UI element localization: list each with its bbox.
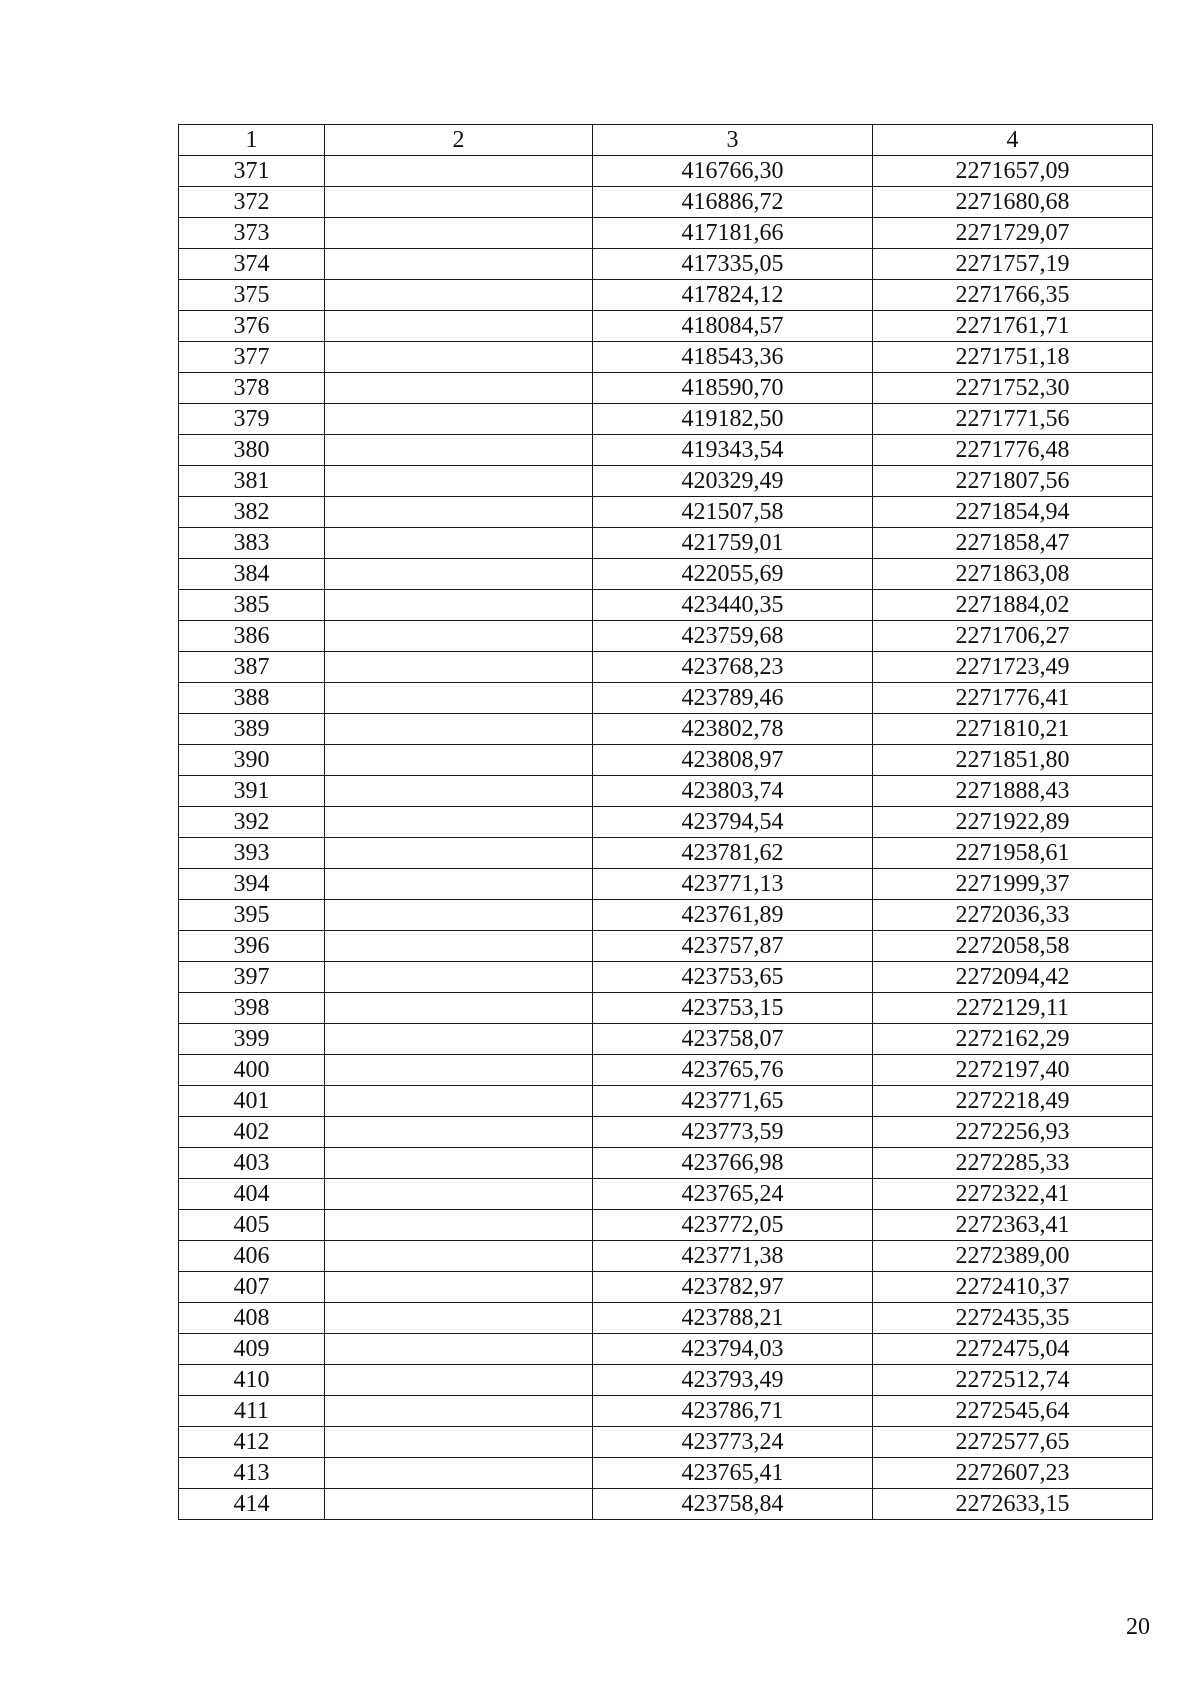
x-coordinate-cell: 423802,78 — [593, 714, 873, 745]
table-row — [179, 776, 1153, 807]
point-number-cell: 381 — [179, 466, 325, 497]
table-row — [179, 1396, 1153, 1427]
description-cell — [325, 466, 593, 497]
description-cell — [325, 1396, 593, 1427]
description-cell — [325, 404, 593, 435]
y-coordinate-cell: 2272410,37 — [873, 1272, 1153, 1303]
table-row — [179, 373, 1153, 404]
x-coordinate-cell: 418084,57 — [593, 311, 873, 342]
table-row — [179, 1241, 1153, 1272]
y-coordinate-cell: 2271854,94 — [873, 497, 1153, 528]
description-cell — [325, 218, 593, 249]
y-coordinate-cell: 2271776,41 — [873, 683, 1153, 714]
description-cell — [325, 1117, 593, 1148]
point-number-cell: 393 — [179, 838, 325, 869]
table-row — [179, 280, 1153, 311]
description-cell — [325, 435, 593, 466]
x-coordinate-cell: 423758,07 — [593, 1024, 873, 1055]
x-coordinate-cell: 423788,21 — [593, 1303, 873, 1334]
y-coordinate-cell: 2271723,49 — [873, 652, 1153, 683]
y-coordinate-cell: 2271776,48 — [873, 435, 1153, 466]
table-row — [179, 187, 1153, 218]
point-number-cell: 402 — [179, 1117, 325, 1148]
description-cell — [325, 1489, 593, 1520]
y-coordinate-cell: 2272218,49 — [873, 1086, 1153, 1117]
x-coordinate-cell: 422055,69 — [593, 559, 873, 590]
x-coordinate-cell: 423793,49 — [593, 1365, 873, 1396]
y-coordinate-cell: 2271757,19 — [873, 249, 1153, 280]
description-cell — [325, 156, 593, 187]
x-coordinate-cell: 423758,84 — [593, 1489, 873, 1520]
description-cell — [325, 838, 593, 869]
point-number-cell: 395 — [179, 900, 325, 931]
y-coordinate-cell: 2272633,15 — [873, 1489, 1153, 1520]
description-cell — [325, 621, 593, 652]
table-header — [179, 125, 1153, 156]
x-coordinate-cell: 423757,87 — [593, 931, 873, 962]
table-row — [179, 1334, 1153, 1365]
y-coordinate-cell: 2271888,43 — [873, 776, 1153, 807]
table-row — [179, 249, 1153, 280]
point-number-cell: 406 — [179, 1241, 325, 1272]
x-coordinate-cell: 423765,76 — [593, 1055, 873, 1086]
y-coordinate-cell: 2271761,71 — [873, 311, 1153, 342]
x-coordinate-cell: 417824,12 — [593, 280, 873, 311]
y-coordinate-cell: 2271810,21 — [873, 714, 1153, 745]
point-number-cell: 375 — [179, 280, 325, 311]
y-coordinate-cell: 2271922,89 — [873, 807, 1153, 838]
table-row — [179, 900, 1153, 931]
description-cell — [325, 187, 593, 218]
description-cell — [325, 249, 593, 280]
x-coordinate-cell: 417335,05 — [593, 249, 873, 280]
table-row — [179, 621, 1153, 652]
column-header-4: 4 — [873, 125, 1153, 156]
table-row — [179, 1458, 1153, 1489]
x-coordinate-cell: 423803,74 — [593, 776, 873, 807]
point-number-cell: 372 — [179, 187, 325, 218]
point-number-cell: 397 — [179, 962, 325, 993]
point-number-cell: 411 — [179, 1396, 325, 1427]
y-coordinate-cell: 2272162,29 — [873, 1024, 1153, 1055]
description-cell — [325, 1334, 593, 1365]
point-number-cell: 408 — [179, 1303, 325, 1334]
description-cell — [325, 869, 593, 900]
y-coordinate-cell: 2272435,35 — [873, 1303, 1153, 1334]
table-row — [179, 404, 1153, 435]
point-number-cell: 400 — [179, 1055, 325, 1086]
x-coordinate-cell: 423789,46 — [593, 683, 873, 714]
y-coordinate-cell: 2272389,00 — [873, 1241, 1153, 1272]
description-cell — [325, 745, 593, 776]
point-number-cell: 389 — [179, 714, 325, 745]
table-row — [179, 559, 1153, 590]
description-cell — [325, 1024, 593, 1055]
table-row — [179, 435, 1153, 466]
y-coordinate-cell: 2271751,18 — [873, 342, 1153, 373]
coordinates-table — [178, 124, 1153, 1520]
table-row — [179, 1303, 1153, 1334]
description-cell — [325, 373, 593, 404]
point-number-cell: 390 — [179, 745, 325, 776]
description-cell — [325, 1241, 593, 1272]
x-coordinate-cell: 423771,13 — [593, 869, 873, 900]
point-number-cell: 410 — [179, 1365, 325, 1396]
x-coordinate-cell: 418590,70 — [593, 373, 873, 404]
table-row — [179, 838, 1153, 869]
point-number-cell: 373 — [179, 218, 325, 249]
y-coordinate-cell: 2272607,23 — [873, 1458, 1153, 1489]
x-coordinate-cell: 421759,01 — [593, 528, 873, 559]
y-coordinate-cell: 2271884,02 — [873, 590, 1153, 621]
table-row — [179, 1365, 1153, 1396]
point-number-cell: 405 — [179, 1210, 325, 1241]
description-cell — [325, 1365, 593, 1396]
point-number-cell: 378 — [179, 373, 325, 404]
table-row — [179, 528, 1153, 559]
description-cell — [325, 528, 593, 559]
x-coordinate-cell: 423768,23 — [593, 652, 873, 683]
table-row — [179, 1489, 1153, 1520]
description-cell — [325, 311, 593, 342]
point-number-cell: 385 — [179, 590, 325, 621]
column-header-3: 3 — [593, 125, 873, 156]
y-coordinate-cell: 2272512,74 — [873, 1365, 1153, 1396]
x-coordinate-cell: 423761,89 — [593, 900, 873, 931]
x-coordinate-cell: 423772,05 — [593, 1210, 873, 1241]
table-row — [179, 1272, 1153, 1303]
point-number-cell: 401 — [179, 1086, 325, 1117]
description-cell — [325, 1148, 593, 1179]
x-coordinate-cell: 420329,49 — [593, 466, 873, 497]
y-coordinate-cell: 2271752,30 — [873, 373, 1153, 404]
table-row — [179, 1024, 1153, 1055]
x-coordinate-cell: 423773,59 — [593, 1117, 873, 1148]
x-coordinate-cell: 423786,71 — [593, 1396, 873, 1427]
x-coordinate-cell: 423773,24 — [593, 1427, 873, 1458]
description-cell — [325, 931, 593, 962]
point-number-cell: 371 — [179, 156, 325, 187]
x-coordinate-cell: 423753,15 — [593, 993, 873, 1024]
x-coordinate-cell: 423766,98 — [593, 1148, 873, 1179]
point-number-cell: 388 — [179, 683, 325, 714]
table-row — [179, 1210, 1153, 1241]
point-number-cell: 379 — [179, 404, 325, 435]
table-row — [179, 218, 1153, 249]
table-row — [179, 497, 1153, 528]
description-cell — [325, 497, 593, 528]
x-coordinate-cell: 417181,66 — [593, 218, 873, 249]
y-coordinate-cell: 2272094,42 — [873, 962, 1153, 993]
table-row — [179, 993, 1153, 1024]
point-number-cell: 396 — [179, 931, 325, 962]
x-coordinate-cell: 423782,97 — [593, 1272, 873, 1303]
table-row — [179, 869, 1153, 900]
description-cell — [325, 652, 593, 683]
point-number-cell: 387 — [179, 652, 325, 683]
table-row — [179, 311, 1153, 342]
x-coordinate-cell: 423794,54 — [593, 807, 873, 838]
x-coordinate-cell: 416766,30 — [593, 156, 873, 187]
point-number-cell: 377 — [179, 342, 325, 373]
point-number-cell: 380 — [179, 435, 325, 466]
y-coordinate-cell: 2271706,27 — [873, 621, 1153, 652]
point-number-cell: 407 — [179, 1272, 325, 1303]
y-coordinate-cell: 2271680,68 — [873, 187, 1153, 218]
x-coordinate-cell: 418543,36 — [593, 342, 873, 373]
x-coordinate-cell: 423440,35 — [593, 590, 873, 621]
point-number-cell: 392 — [179, 807, 325, 838]
y-coordinate-cell: 2272363,41 — [873, 1210, 1153, 1241]
point-number-cell: 376 — [179, 311, 325, 342]
table-row — [179, 745, 1153, 776]
y-coordinate-cell: 2272577,65 — [873, 1427, 1153, 1458]
x-coordinate-cell: 423765,41 — [593, 1458, 873, 1489]
y-coordinate-cell: 2272197,40 — [873, 1055, 1153, 1086]
table-row — [179, 156, 1153, 187]
x-coordinate-cell: 421507,58 — [593, 497, 873, 528]
description-cell — [325, 993, 593, 1024]
point-number-cell: 391 — [179, 776, 325, 807]
description-cell — [325, 1303, 593, 1334]
description-cell — [325, 1272, 593, 1303]
y-coordinate-cell: 2271766,35 — [873, 280, 1153, 311]
x-coordinate-cell: 423808,97 — [593, 745, 873, 776]
y-coordinate-cell: 2271771,56 — [873, 404, 1153, 435]
column-header-1: 1 — [179, 125, 325, 156]
y-coordinate-cell: 2272285,33 — [873, 1148, 1153, 1179]
point-number-cell: 383 — [179, 528, 325, 559]
description-cell — [325, 714, 593, 745]
x-coordinate-cell: 423753,65 — [593, 962, 873, 993]
table-row — [179, 1148, 1153, 1179]
x-coordinate-cell: 423759,68 — [593, 621, 873, 652]
y-coordinate-cell: 2271657,09 — [873, 156, 1153, 187]
page-number: 20 — [1126, 1614, 1150, 1640]
point-number-cell: 399 — [179, 1024, 325, 1055]
point-number-cell: 413 — [179, 1458, 325, 1489]
description-cell — [325, 1086, 593, 1117]
x-coordinate-cell: 419182,50 — [593, 404, 873, 435]
table-row — [179, 962, 1153, 993]
table-row — [179, 342, 1153, 373]
point-number-cell: 382 — [179, 497, 325, 528]
description-cell — [325, 807, 593, 838]
description-cell — [325, 776, 593, 807]
table-row — [179, 590, 1153, 621]
description-cell — [325, 1179, 593, 1210]
point-number-cell: 412 — [179, 1427, 325, 1458]
x-coordinate-cell: 423771,65 — [593, 1086, 873, 1117]
table-row — [179, 807, 1153, 838]
y-coordinate-cell: 2271958,61 — [873, 838, 1153, 869]
y-coordinate-cell: 2271729,07 — [873, 218, 1153, 249]
y-coordinate-cell: 2271999,37 — [873, 869, 1153, 900]
table-row — [179, 466, 1153, 497]
point-number-cell: 384 — [179, 559, 325, 590]
x-coordinate-cell: 419343,54 — [593, 435, 873, 466]
description-cell — [325, 1055, 593, 1086]
description-cell — [325, 280, 593, 311]
y-coordinate-cell: 2272058,58 — [873, 931, 1153, 962]
point-number-cell: 386 — [179, 621, 325, 652]
description-cell — [325, 342, 593, 373]
table-row — [179, 714, 1153, 745]
point-number-cell: 394 — [179, 869, 325, 900]
table-body — [179, 156, 1153, 1520]
point-number-cell: 414 — [179, 1489, 325, 1520]
header-row — [179, 125, 1153, 156]
table-row — [179, 1179, 1153, 1210]
x-coordinate-cell: 423771,38 — [593, 1241, 873, 1272]
x-coordinate-cell: 416886,72 — [593, 187, 873, 218]
description-cell — [325, 1210, 593, 1241]
y-coordinate-cell: 2272322,41 — [873, 1179, 1153, 1210]
point-number-cell: 409 — [179, 1334, 325, 1365]
x-coordinate-cell: 423781,62 — [593, 838, 873, 869]
description-cell — [325, 962, 593, 993]
point-number-cell: 404 — [179, 1179, 325, 1210]
y-coordinate-cell: 2272545,64 — [873, 1396, 1153, 1427]
point-number-cell: 403 — [179, 1148, 325, 1179]
description-cell — [325, 559, 593, 590]
y-coordinate-cell: 2271851,80 — [873, 745, 1153, 776]
y-coordinate-cell: 2271863,08 — [873, 559, 1153, 590]
table-row — [179, 652, 1153, 683]
column-header-2: 2 — [325, 125, 593, 156]
point-number-cell: 398 — [179, 993, 325, 1024]
x-coordinate-cell: 423765,24 — [593, 1179, 873, 1210]
table-row — [179, 1086, 1153, 1117]
description-cell — [325, 1458, 593, 1489]
y-coordinate-cell: 2271858,47 — [873, 528, 1153, 559]
description-cell — [325, 900, 593, 931]
y-coordinate-cell: 2271807,56 — [873, 466, 1153, 497]
y-coordinate-cell: 2272129,11 — [873, 993, 1153, 1024]
table-row — [179, 1427, 1153, 1458]
y-coordinate-cell: 2272256,93 — [873, 1117, 1153, 1148]
table-row — [179, 931, 1153, 962]
table-row — [179, 1055, 1153, 1086]
table-row — [179, 1117, 1153, 1148]
description-cell — [325, 590, 593, 621]
table-row — [179, 683, 1153, 714]
point-number-cell: 374 — [179, 249, 325, 280]
description-cell — [325, 1427, 593, 1458]
x-coordinate-cell: 423794,03 — [593, 1334, 873, 1365]
y-coordinate-cell: 2272475,04 — [873, 1334, 1153, 1365]
description-cell — [325, 683, 593, 714]
y-coordinate-cell: 2272036,33 — [873, 900, 1153, 931]
